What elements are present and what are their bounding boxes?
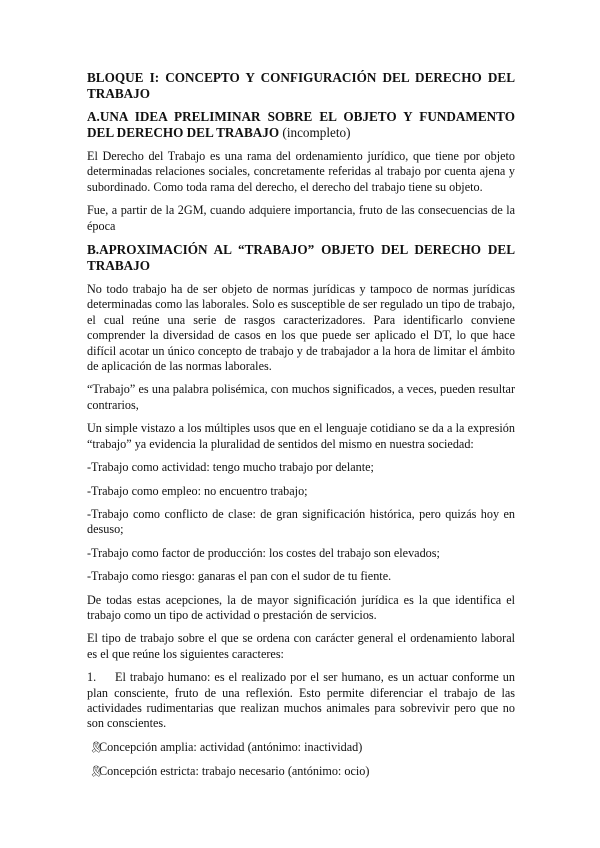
bullet-item xyxy=(89,764,515,780)
section-a-heading xyxy=(87,109,515,141)
section-b-paragraph: No todo trabajo ha de ser objeto de normas jurídicas y tampoco de normas jurídicas determinadas como las laborales. Solo es susceptible de ser regulado un tipo de trabajo, el cual reúne una serie de rasgos caracterizadores. Para identificarlo conviene comprender la diversidad de casos en los que puede ser aplicado el DT, lo que hace difícil acotar un único concepto de trabajo y de trabajador a la hora de limitar el ámbito de aplicación de las normas laborales. xyxy=(87,282,515,374)
usage-item: -Trabajo como riesgo: ganaras el pan con el sudor de tu fiente. xyxy=(87,569,392,584)
bullet-text: Concepción estricta: trabajo necesario (antónimo: ocio) xyxy=(99,764,370,779)
section-b-heading: B.APROXIMACIÓN AL “TRABAJO” OBJETO DEL DERECHO DEL TRABAJO xyxy=(87,242,515,274)
section-b-paragraph: De todas estas acepciones, la de mayor significación jurídica es la que identifica el trabajo como un tipo de actividad o prestación de servicios. xyxy=(87,592,515,622)
section-b-paragraph: Un simple vistazo a los múltiples usos que en el lenguaje cotidiano se da a la expresión “trabajo” ya evidencia la pluralidad de sentidos del mismo en nuestra sociedad: xyxy=(87,421,515,451)
section-a-note: (incompleto) xyxy=(279,125,351,140)
document-body xyxy=(87,70,515,789)
numbered-item xyxy=(87,670,515,732)
section-a-title: A.UNA IDEA PRELIMINAR SOBRE EL OBJETO Y FUNDAMENTO DEL DERECHO DEL TRABAJO xyxy=(87,109,515,140)
usage-item: -Trabajo como actividad: tengo mucho trabajo por delante; xyxy=(87,460,374,475)
block-heading: BLOQUE I: CONCEPTO Y CONFIGURACIÓN DEL DERECHO DEL TRABAJO xyxy=(87,70,515,101)
section-a-paragraph: El Derecho del Trabajo es una rama del ordenamiento jurídico, que tiene por objeto determinadas relaciones sociales, concretamente referidas al trabajo por cuenta ajena y subordinado. Como toda rama del derecho, el derecho del trabajo tiene su objeto. xyxy=(87,149,515,194)
ribbon-icon: 🎗 xyxy=(89,766,103,779)
ribbon-icon: 🎗 xyxy=(89,741,103,754)
usage-item: -Trabajo como empleo: no encuentro trabajo; xyxy=(87,483,308,498)
bullet-item xyxy=(89,740,515,756)
bullet-text: Concepción amplia: actividad (antónimo: inactividad) xyxy=(99,739,363,754)
section-b-paragraph: El tipo de trabajo sobre el que se ordena con carácter general el ordenamiento laboral es el que reúne los siguientes caracteres: xyxy=(87,631,515,661)
item-number: 1. xyxy=(87,670,97,685)
section-b-paragraph: “Trabajo” es una palabra polisémica, con muchos significados, a veces, pueden resultar contrarios, xyxy=(87,382,515,412)
usage-item: -Trabajo como factor de producción: los costes del trabajo son elevados; xyxy=(87,545,440,560)
usage-item: -Trabajo como conflicto de clase: de gran significación histórica, pero quizás hoy en desuso; xyxy=(87,506,515,537)
item-text: El trabajo humano: es el realizado por el ser humano, es un actuar conforme un plan consciente, fruto de una reflexión. Esto permite diferenciar el trabajo de las actividades rudimentarias que realizan muchos animales para sobrevivir pero que no son conscientes. xyxy=(87,670,515,731)
section-a-paragraph: Fue, a partir de la 2GM, cuando adquiere importancia, fruto de las consecuencias de la época xyxy=(87,203,515,233)
